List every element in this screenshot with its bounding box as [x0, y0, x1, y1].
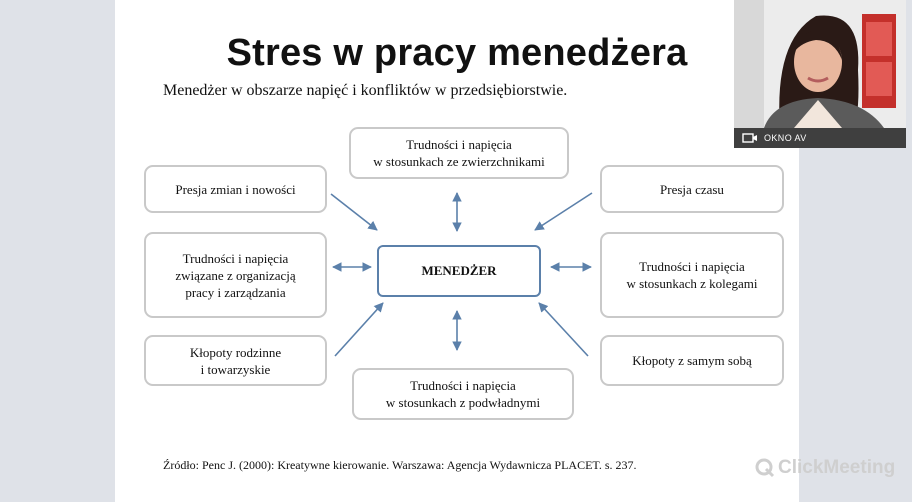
webcam-video[interactable] — [734, 0, 906, 148]
arrow-bottom-right — [539, 303, 588, 356]
arrow-top-left — [331, 194, 377, 230]
box-superiors: Trudności i napięcia w stosunkach ze zwierzchnikami — [349, 127, 569, 179]
arrow-top-right — [535, 193, 592, 230]
clickmeeting-logo-icon — [754, 457, 776, 479]
box-colleagues: Trudności i napięcia w stosunkach z kolegami — [600, 232, 784, 318]
webcam-label: OKNO AV — [764, 133, 807, 143]
box-family: Kłopoty rodzinne i towarzyskie — [144, 335, 327, 386]
presentation-slide — [115, 0, 799, 502]
center-box-manager: MENEDŻER — [377, 245, 541, 297]
slide-subtitle: Menedżer w obszarze napięć i konfliktów w przedsiębiorstwie. — [163, 82, 568, 99]
box-self: Kłopoty z samym sobą — [600, 335, 784, 386]
box-subordinates: Trudności i napięcia w stosunkach z podwładnymi — [352, 368, 574, 420]
arrow-bottom-left — [335, 303, 383, 356]
source-citation: Źródło: Penc J. (2000): Kreatywne kierowanie. Warszawa: Agencja Wydawnicza PLACET. s. 237. — [163, 458, 637, 472]
box-time-pressure: Presja czasu — [600, 165, 784, 213]
slide-title: Stres w pracy menedżera — [226, 32, 688, 74]
webcam-label-bar — [734, 128, 906, 148]
presenter-video-image — [734, 0, 906, 148]
box-organization: Trudności i napięcia związane z organizacją pracy i zarządzania — [144, 232, 327, 318]
box-pressure-change: Presja zmian i nowości — [144, 165, 327, 213]
arrows-layer — [115, 0, 799, 502]
watermark-text: ClickMeeting — [778, 457, 896, 478]
clickmeeting-watermark — [754, 457, 895, 479]
video-camera-icon — [742, 132, 758, 144]
